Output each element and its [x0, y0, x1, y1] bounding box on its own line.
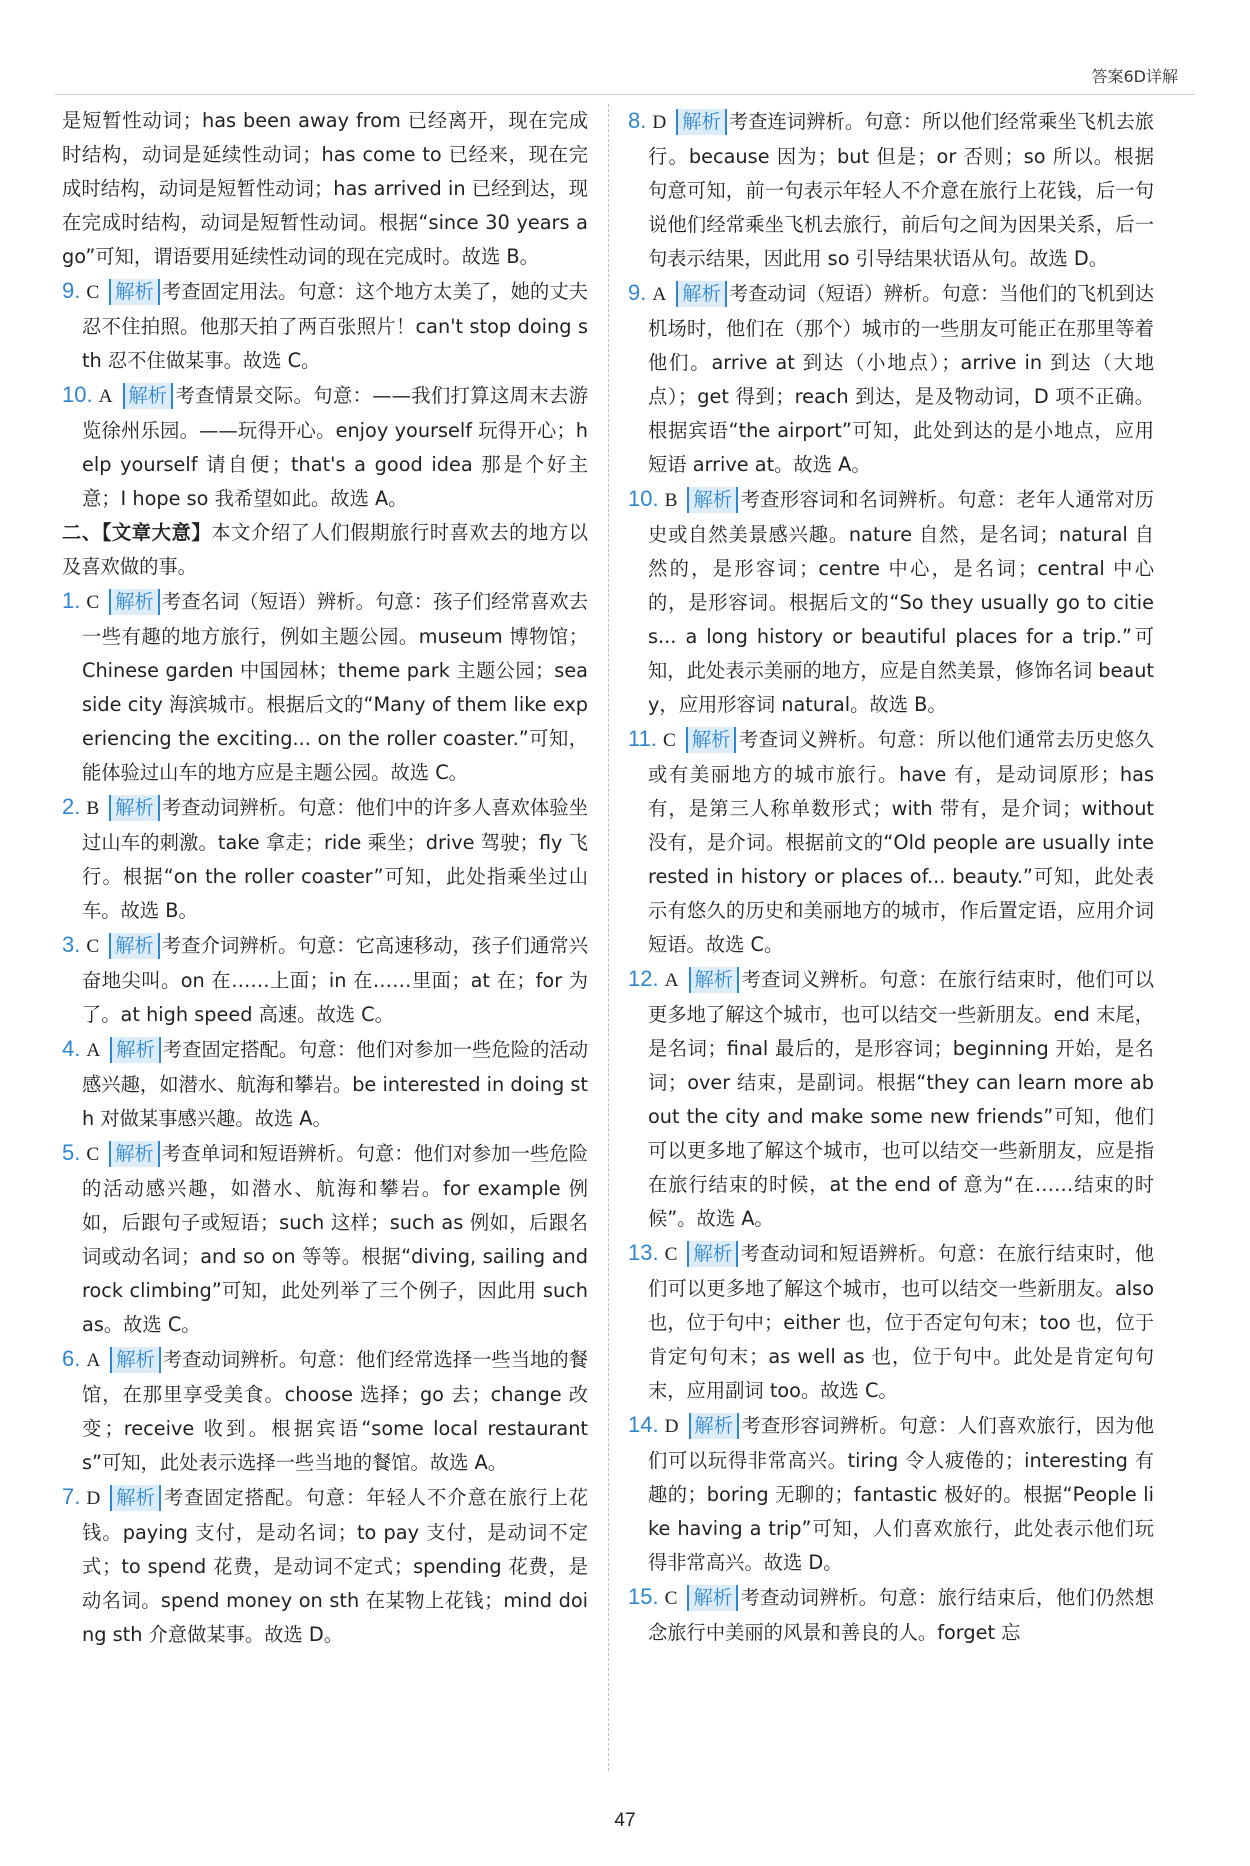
answer-item	[628, 1580, 1154, 1650]
explanation-text: 考查固定搭配。句意：年轻人不介意在旅行上花钱。paying 支付，是动名词；to pay 支付，是动词不定式；to spend 花费，是动词不定式；spending 花费，是动名词。spend money on sth 在某物上花钱；mind doing sth 介意做某事。故选 D。	[82, 1486, 588, 1646]
analysis-tag: 解析	[109, 1141, 160, 1167]
analysis-tag: 解析	[687, 1241, 738, 1267]
item-number: 5.	[62, 1140, 81, 1165]
answer-letter: D	[652, 112, 667, 133]
explanation-text: 考查名词（短语）辨析。句意：孩子们经常喜欢去一些有趣的地方旅行，例如主题公园。museum 博物馆；Chinese garden 中国园林；theme park 主题公园；seaside city 海滨城市。根据后文的“Many of them like experiencing the exciting... on the roller coaster.”可知，能体验过山车的地方应是主题公园。故选 C。	[82, 590, 588, 784]
explanation-text: 考查动词和短语辨析。句意：在旅行结束时，他们可以更多地了解这个城市，也可以结交一些新朋友。also 也，位于句中；either 也，位于否定句句末；too 也，位于肯定句句末；as well as 也，位于句中。此处是肯定句句末，应用副词 too。故选 C。	[648, 1242, 1154, 1402]
answer-letter: C	[664, 1588, 678, 1609]
analysis-tag: 解析	[676, 281, 727, 307]
header-label: 答案6D详解	[1091, 67, 1178, 86]
analysis-tag: 解析	[109, 279, 160, 305]
answer-item	[628, 482, 1154, 722]
item-number: 13.	[628, 1240, 659, 1265]
explanation-text: 考查情景交际。句意：——我们打算这周末去游览徐州乐园。——玩得开心。enjoy yourself 玩得开心；help yourself 请自便；that's a good idea 那是个好主意；I hope so 我希望如此。故选 A。	[82, 384, 588, 510]
answer-item	[628, 104, 1154, 276]
answer-item	[62, 1032, 588, 1136]
answer-item	[62, 1342, 588, 1480]
answer-letter: C	[86, 592, 100, 613]
answer-item	[62, 1480, 588, 1652]
answer-item	[628, 1408, 1154, 1580]
explanation-text: 考查动词辨析。句意：他们经常选择一些当地的餐馆，在那里享受美食。choose 选择；go 去；change 改变；receive 收到。根据宾语“some local restaurants”可知，此处表示选择一些当地的餐馆。故选 A。	[82, 1348, 588, 1474]
answer-letter: D	[664, 1416, 679, 1437]
explanation-text: 考查词义辨析。句意：所以他们通常去历史悠久或有美丽地方的城市旅行。have 有，是动词原形；has 有，是第三人称单数形式；with 带有，是介词；without 没有，是介词。根据前文的“Old people are usually interested in history or places of... beauty.”可知，此处表示有悠久的历史和美丽地方的城市，作后置定语，应用介词短语。故选 C。	[648, 728, 1154, 956]
answer-item	[62, 928, 588, 1032]
analysis-tag: 解析	[686, 727, 737, 753]
section-two-head: 二、【文章大意】	[62, 521, 212, 544]
column-divider	[608, 104, 609, 1771]
analysis-tag: 解析	[110, 1485, 161, 1511]
item-number: 10.	[628, 486, 659, 511]
header-divider	[55, 94, 1195, 95]
explanation-text: 考查介词辨析。句意：它高速移动，孩子们通常兴奋地尖叫。on 在……上面；in 在……里面；at 在；for 为了。at high speed 高速。故选 C。	[82, 934, 588, 1026]
right-column	[628, 104, 1154, 1650]
explanation-text: 考查动词（短语）辨析。句意：当他们的飞机到达机场时，他们在（那个）城市的一些朋友可能正在那里等着他们。arrive at 到达（小地点）；arrive in 到达（大地点）；get 得到；reach 到达，是及物动词，D 项不正确。根据宾语“the airport”可知，此处到达的是小地点，应用短语 arrive at。故选 A。	[648, 282, 1154, 476]
answer-letter: B	[86, 798, 100, 819]
analysis-tag: 解析	[110, 1347, 161, 1373]
continued-explanation: 是短暂性动词；has been away from 已经离开，现在完成时结构，动词是延续性动词；has come to 已经来，现在完成时结构，动词是短暂性动词；has arrived in 已经到达，现在完成时结构，动词是短暂性动词。根据“since 30 years ago”可知，谓语要用延续性动词的现在完成时。故选 B。	[62, 109, 588, 268]
item-number: 9.	[62, 278, 81, 303]
item-number: 12.	[628, 966, 659, 991]
answer-item	[628, 276, 1154, 482]
explanation-text: 考查固定用法。句意：这个地方太美了，她的丈夫忍不住拍照。他那天拍了两百张照片！can't stop doing sth 忍不住做某事。故选 C。	[82, 280, 588, 372]
answer-letter: A	[98, 386, 113, 407]
analysis-tag: 解析	[123, 383, 174, 409]
analysis-tag: 解析	[689, 1413, 740, 1439]
item-number: 7.	[62, 1484, 81, 1509]
analysis-tag: 解析	[109, 933, 160, 959]
explanation-text: 考查动词辨析。句意：他们中的许多人喜欢体验坐过山车的刺激。take 拿走；ride 乘坐；drive 驾驶；fly 飞行。根据“on the roller coaster”可知，此处指乘坐过山车。故选 B。	[82, 796, 588, 922]
answer-letter: C	[664, 1244, 678, 1265]
item-number: 14.	[628, 1412, 659, 1437]
explanation-text: 考查动词辨析。句意：旅行结束后，他们仍然想念旅行中美丽的风景和善良的人。forget 忘	[648, 1586, 1154, 1644]
answer-letter: A	[652, 284, 667, 305]
explanation-text: 考查固定搭配。句意：他们对参加一些危险的活动感兴趣，如潜水、航海和攀岩。be interested in doing sth 对做某事感兴趣。故选 A。	[82, 1038, 588, 1130]
item-number: 15.	[628, 1584, 659, 1609]
answer-letter: C	[86, 936, 100, 957]
item-number: 9.	[628, 280, 647, 305]
answer-item	[628, 722, 1154, 962]
explanation-text: 考查形容词辨析。句意：人们喜欢旅行，因为他们可以玩得非常高兴。tiring 令人疲倦的；interesting 有趣的；boring 无聊的；fantastic 极好的。根据“People like having a trip”可知，人们喜欢旅行，此处表示他们玩得非常高兴。故选 D。	[648, 1414, 1154, 1574]
answer-letter: A	[664, 970, 679, 991]
explanation-text: 考查词义辨析。句意：在旅行结束时，他们可以更多地了解这个城市，也可以结交一些新朋友。end 末尾，是名词；final 最后的，是形容词；beginning 开始，是名词；over 结束，是副词。根据“they can learn more about the city and make some new friends”可知，他们可以更多地了解这个城市，也可以结交一些新朋友，应是指在旅行结束的时候，at the end of 意为“在……结束的时候”。故选 A。	[648, 968, 1154, 1230]
explanation-text: 考查连词辨析。句意：所以他们经常乘坐飞机去旅行。because 因为；but 但是；or 否则；so 所以。根据句意可知，前一句表示年轻人不介意在旅行上花钱，后一句说他们经常乘坐飞机去旅行，前后句之间为因果关系，后一句表示结果，因此用 so 引导结果状语从句。故选 D。	[648, 110, 1154, 270]
answer-item	[62, 274, 588, 378]
answer-letter: C	[662, 730, 676, 751]
left-items-group-a	[62, 274, 588, 516]
analysis-tag: 解析	[687, 487, 738, 513]
analysis-tag: 解析	[687, 1585, 738, 1611]
analysis-tag: 解析	[110, 1037, 161, 1063]
explanation-text: 考查形容词和名词辨析。句意：老年人通常对历史或自然美景感兴趣。nature 自然，是名词；natural 自然的，是形容词；centre 中心，是名词；central 中心的，是形容词。根据后文的“So they usually go to cities... a long history or beautiful places for a trip.”可知，此处表示美丽的地方，应是自然美景，修饰名词 beauty，应用形容词 natural。故选 B。	[648, 488, 1154, 716]
answer-item	[62, 790, 588, 928]
answer-item	[628, 1236, 1154, 1408]
explanation-text: 考查单词和短语辨析。句意：他们对参加一些危险的活动感兴趣，如潜水、航海和攀岩。for example 例如，后跟句子或短语；such 这样；such as 例如，后跟名词或动名词；and so on 等等。根据“diving, sailing and rock climbing”可知，此处列举了三个例子，因此用 such as。故选 C。	[82, 1142, 588, 1336]
answer-item	[62, 584, 588, 790]
answer-letter: D	[86, 1488, 101, 1509]
answer-letter: C	[86, 1144, 100, 1165]
item-number: 4.	[62, 1036, 81, 1061]
item-number: 6.	[62, 1346, 81, 1371]
right-items-group	[628, 104, 1154, 1650]
analysis-tag: 解析	[109, 795, 160, 821]
answer-item	[628, 962, 1154, 1236]
answer-letter: A	[86, 1350, 101, 1371]
item-number: 1.	[62, 588, 81, 613]
item-number: 10.	[62, 382, 93, 407]
left-column	[62, 104, 588, 1652]
page-number: 47	[614, 1810, 636, 1831]
item-number: 8.	[628, 108, 647, 133]
answer-letter: A	[86, 1040, 101, 1061]
analysis-tag: 解析	[109, 589, 160, 615]
section-two-summary	[62, 516, 588, 584]
item-number: 11.	[628, 726, 657, 751]
answer-item	[62, 378, 588, 516]
answer-letter: B	[664, 490, 678, 511]
item-number: 3.	[62, 932, 81, 957]
section-two-text: 本文介绍了人们假期旅行时喜欢去的地方以及喜欢做的事。	[62, 521, 588, 578]
left-items-group-b	[62, 584, 588, 1652]
answer-letter: C	[86, 282, 100, 303]
answer-item	[62, 1136, 588, 1342]
analysis-tag: 解析	[689, 967, 740, 993]
analysis-tag: 解析	[676, 109, 727, 135]
item-number: 2.	[62, 794, 81, 819]
